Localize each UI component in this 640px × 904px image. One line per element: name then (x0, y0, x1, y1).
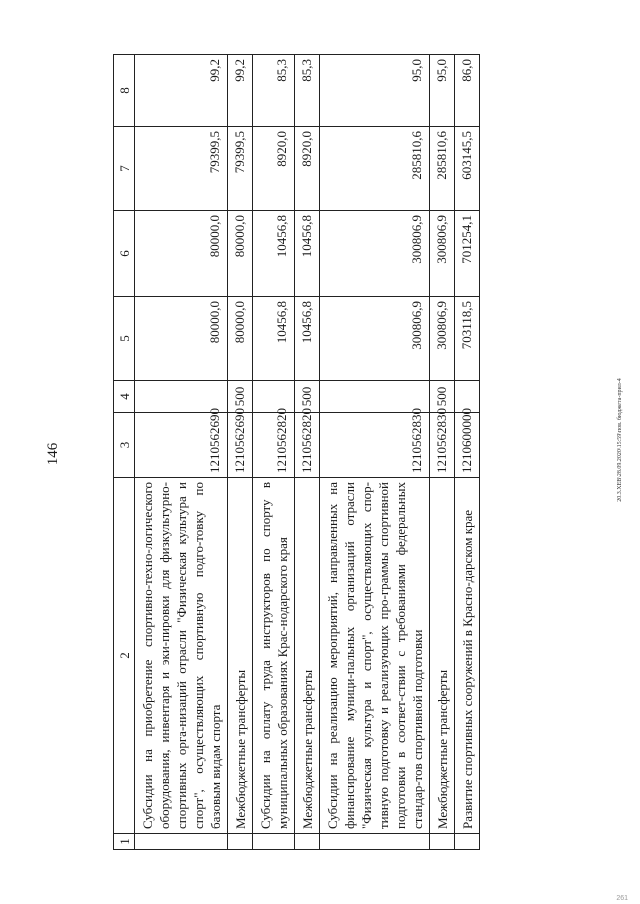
row-name: Развитие спортивных сооружений в Красно-дарском крае (455, 478, 480, 834)
row-number-cell (135, 834, 228, 850)
row-col6: 80000,0 (135, 211, 228, 297)
header-col-5: 5 (114, 297, 135, 381)
row-col6: 300806,9 (320, 211, 430, 297)
row-code: 1210562820 (295, 413, 320, 478)
row-col5: 10456,8 (253, 297, 295, 381)
row-code: 1210562820 (253, 413, 295, 478)
corner-mark: 261 (616, 895, 628, 902)
row-number-cell (455, 834, 480, 850)
row-col7: 8920,0 (253, 127, 295, 211)
row-col8: 99,2 (228, 55, 253, 127)
header-col-3: 3 (114, 413, 135, 478)
row-code: 1210562830 (430, 413, 455, 478)
row-name: Субсидии на приобретение спортивно-техно-логического оборудования, инвентаря и эки-пировки для физкультурно-спортивных орга-низаций отрасли "Физическая культура и спорт", осуществляющих спортивную подго-товку по базовым видам спорта (135, 478, 228, 834)
row-col6: 300806,9 (430, 211, 455, 297)
row-vr: 500 (430, 381, 455, 413)
header-col-6: 6 (114, 211, 135, 297)
table-header-row (114, 55, 135, 850)
row-name: Субсидии на реализацию мероприятий, направленных на финансирование муници-пальных организаций отрасли "Физическая культура и спорт", осуществляющих спор-тивную подготовку и реализующих про-граммы спортивной подготовки в соответ-ствии с требованиями федеральных стандар-тов спортивной подготовки (320, 478, 430, 834)
header-col-7: 7 (114, 127, 135, 211)
row-number-cell (295, 834, 320, 850)
table-row (430, 55, 455, 850)
row-col8: 86,0 (455, 55, 480, 127)
row-col8: 95,0 (430, 55, 455, 127)
row-code: 1210562830 (320, 413, 430, 478)
row-col7: 285810,6 (320, 127, 430, 211)
row-col6: 701254,1 (455, 211, 480, 297)
row-col7: 8920,0 (295, 127, 320, 211)
row-code: 1210600000 (455, 413, 480, 478)
row-col7: 285810,6 (430, 127, 455, 211)
header-col-4: 4 (114, 381, 135, 413)
footer-code-text: 20.3.ХЕВ\28.09.2020\15:59\пов. бюджета-прил-4 (617, 378, 623, 502)
budget-table (113, 54, 480, 850)
row-col5: 300806,9 (430, 297, 455, 381)
row-vr: 500 (228, 381, 253, 413)
row-code: 1210562690 (228, 413, 253, 478)
row-col5: 80000,0 (228, 297, 253, 381)
row-name: Субсидии на оплату труда инструкторов по спорту в муниципальных образованиях Крас-нодарского края (253, 478, 295, 834)
row-code: 1210562690 (135, 413, 228, 478)
row-number-cell (430, 834, 455, 850)
table-row (295, 55, 320, 850)
row-col5: 300806,9 (320, 297, 430, 381)
row-col6: 10456,8 (295, 211, 320, 297)
budget-table-container (113, 55, 593, 850)
row-col8: 85,3 (253, 55, 295, 127)
row-number-cell (253, 834, 295, 850)
table-row (135, 55, 228, 850)
row-col7: 603145,5 (455, 127, 480, 211)
row-col6: 80000,0 (228, 211, 253, 297)
footer-code (614, 120, 626, 760)
row-name: Межбюджетные трансферты (295, 478, 320, 834)
row-col8: 85,3 (295, 55, 320, 127)
row-vr: 500 (295, 381, 320, 413)
header-col-1: 1 (114, 834, 135, 850)
table-row (455, 55, 480, 850)
table-row (228, 55, 253, 850)
row-col6: 10456,8 (253, 211, 295, 297)
row-col7: 79399,5 (228, 127, 253, 211)
header-col-2: 2 (114, 478, 135, 834)
row-col5: 80000,0 (135, 297, 228, 381)
page-number: 146 (45, 442, 61, 466)
table-row (320, 55, 430, 850)
row-col8: 99,2 (135, 55, 228, 127)
row-number-cell (228, 834, 253, 850)
row-col5: 10456,8 (295, 297, 320, 381)
row-col7: 79399,5 (135, 127, 228, 211)
header-col-8: 8 (114, 55, 135, 127)
row-name: Межбюджетные трансферты (228, 478, 253, 834)
row-col8: 95,0 (320, 55, 430, 127)
row-col5: 703118,5 (455, 297, 480, 381)
row-number-cell (320, 834, 430, 850)
row-name: Межбюджетные трансферты (430, 478, 455, 834)
table-row (253, 55, 295, 850)
